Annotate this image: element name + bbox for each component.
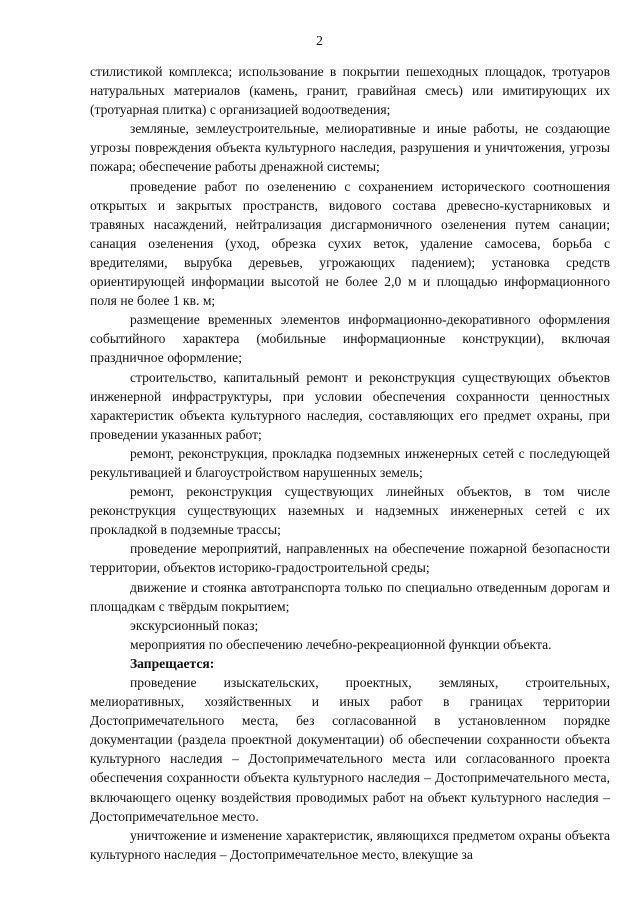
page-number: 2: [316, 34, 323, 49]
paragraph: стилистикой комплекса; использование в покрытии пешеходных площадок, тротуаров натуральных материалов (камень, гранит, гравийная смесь) или имитирующих их (тротуарная плитка) с организацией водоотведения;: [90, 64, 610, 118]
paragraph: проведение мероприятий, направленных на обеспечение пожарной безопасности территории, объектов историко-градостроительной среды;: [90, 541, 610, 576]
paragraph: мероприятия по обеспечению лечебно-рекреационной функции объекта.: [130, 636, 552, 652]
paragraph: движение и стоянка автотранспорта только по специально отведенным дорогам и площадкам с твёрдым покрытием;: [90, 579, 610, 614]
paragraph: строительство, капитальный ремонт и реконструкция существующих объектов инженерной инфраструктуры, при условии обеспечения сохранности ценностных характеристик объекта культурного наследия, составляющих его предмет охраны, при проведении указанных работ;: [90, 369, 610, 442]
paragraph: проведение работ по озеленению с сохранением исторического соотношения открытых и закрытых пространств, видового состава древесно-кустарниковых и травяных насаждений, нейтрализация дисгармоничного озеленения путем санации; санация озеленения (уход, обрезка сухих веток, удаление самосева, борьба с вредителями, вырубка деревьев, угрожающих падением); установка средств ориентирующей информации высотой не более 2,0 м и площадью информационного поля не более 1 кв. м;: [90, 178, 610, 309]
paragraph: ремонт, реконструкция существующих линейных объектов, в том числе реконструкция существующих наземных и надземных инженерных сетей с их прокладкой в подземные трассы;: [90, 484, 610, 538]
paragraph: ремонт, реконструкция, прокладка подземных инженерных сетей с последующей рекультивацией и благоустройством нарушенных земель;: [90, 445, 610, 480]
paragraph: уничтожение и изменение характеристик, являющихся предметом охраны объекта культурного наследия – Достопримечательное место, влекущие за: [90, 827, 610, 862]
paragraph: земляные, землеустроительные, мелиоративные и иные работы, не создающие угрозы повреждения объекта культурного наследия, разрушения и уничтожения, угрозы пожара; обеспечение работы дренажной системы;: [90, 121, 610, 175]
document-body: [90, 62, 610, 864]
paragraph: размещение временных элементов информационно-декоративного оформления событийного характера (мобильные информационные конструкции), включая праздничное оформление;: [90, 312, 610, 366]
paragraph: проведение изыскательских, проектных, земляных, строительных, мелиоративных, хозяйственных и иных работ в границах территории Достопримечательного места, без согласованной в установленном порядке документации (раздела проектной документации) об обеспечении сохранности объекта культурного наследия – Достопримечательного места или согласованного проекта обеспечения сохранности объекта культурного наследия – Достопримечательного места, включающего оценку воздействия проводимых работ на объект культурного наследия – Достопримечательное место.: [90, 675, 610, 824]
section-heading: Запрещается:: [130, 655, 215, 671]
paragraph: экскурсионный показ;: [130, 617, 259, 633]
